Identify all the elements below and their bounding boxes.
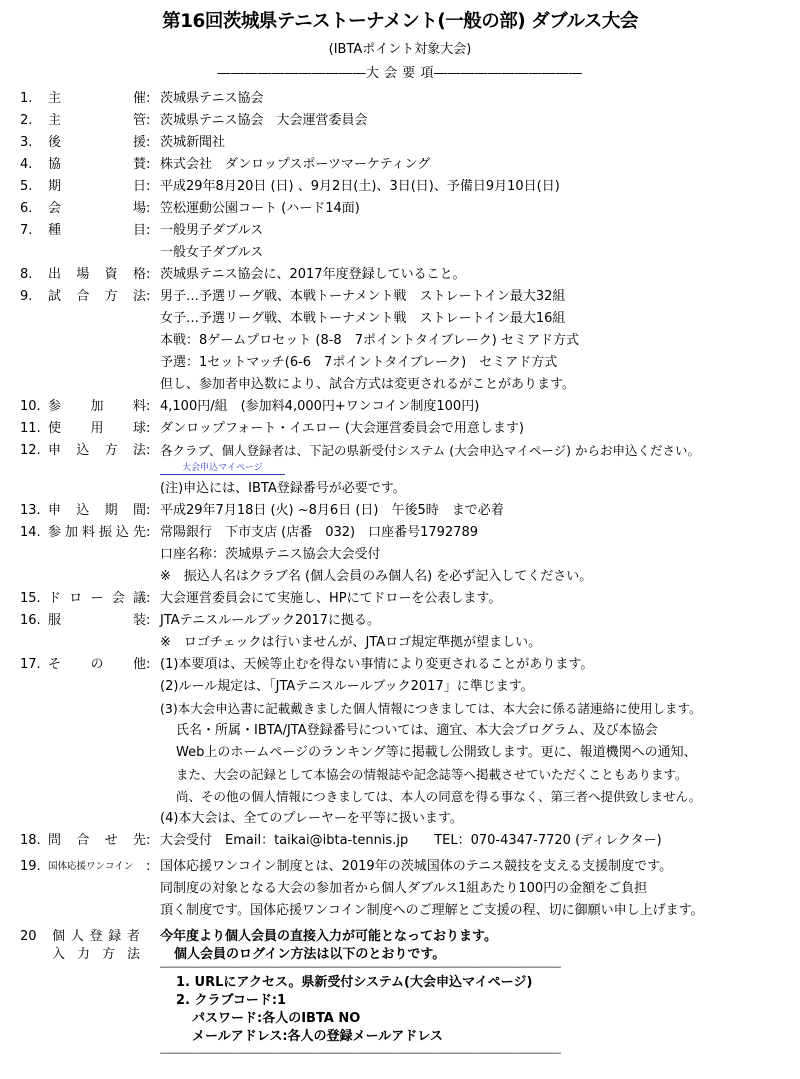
item-value: 国体応援ワンコイン制度とは、2019年の茨城国体のテニス競技を支える支援制度です。 — [160, 859, 673, 874]
item-label: 後 援 — [48, 135, 146, 150]
item-label: 申込方法 — [48, 443, 146, 458]
colon: : — [146, 179, 151, 194]
item-value: 大会運営委員会にて実施し、HPにてドローを公表します。 — [160, 591, 502, 606]
item-format-cont — [0, 374, 800, 396]
item-attire — [0, 610, 800, 632]
item-label: 問合せ先 — [48, 833, 146, 848]
colon: : — [146, 201, 151, 216]
item-number: 19. — [20, 859, 41, 874]
item-other-cont — [0, 786, 800, 808]
item-value-cont: (2)ルール規定は、「JTAテニスルールブック2017」に準じます。 — [160, 679, 534, 694]
item-value: ダンロップフォート・イエロー (大会運営委員会で用意します) — [160, 421, 524, 436]
notice-line: 個人会員のログイン方法は以下のとおりです。 — [174, 947, 446, 962]
item-label: 試合方法 — [48, 289, 146, 304]
item-eligibility — [0, 264, 800, 286]
colon: : — [146, 113, 151, 128]
colon: : — [146, 503, 151, 518]
item-value: 笠松運動公園コート (ハード14面) — [160, 201, 360, 216]
item-onecoin-cont — [0, 878, 800, 900]
item-number: 11. — [20, 421, 41, 436]
item-label: 期 日 — [48, 179, 146, 194]
item-value-cont: (3)本大会申込書に記載戴きました個人情報につきましては、本大会に係る諸連絡に使用します。 — [160, 701, 702, 716]
item-sponsor — [0, 154, 800, 176]
item-value: 茨城新聞社 — [160, 135, 226, 150]
item-other-cont — [0, 720, 800, 742]
item-value: 男子…予選リーグ戦、本戦トーナメント戦 ストレートイン最大32組 — [160, 289, 566, 304]
item-attire-cont — [0, 632, 800, 654]
item-label: 服 装 — [48, 613, 146, 628]
item-number: 2. — [20, 113, 33, 128]
page-subtitle: (IBTAポイント対象大会) — [328, 42, 472, 57]
login-step-text: メールアドレス:各人の登録メールアドレス — [192, 1029, 443, 1044]
item-label: 主 管 — [48, 113, 146, 128]
item-value-cont: ※ 振込人名はクラブ名 (個人会員のみ個人名) を必ず記入してください。 — [160, 569, 593, 584]
item-number: 20 — [20, 929, 37, 944]
login-step-text: 2. クラブコード:1 — [176, 993, 287, 1008]
item-value-cont: 氏名・所属・IBTA/JTA登録番号については、適宜、本大会プログラム、及び本協会 — [176, 723, 658, 738]
item-events — [0, 220, 800, 242]
item-value-cont: 本戦：8ゲームプロセット (8-8 7ポイントタイブレーク) セミアド方式 — [160, 333, 580, 348]
item-format-cont — [0, 352, 800, 374]
colon: : — [146, 525, 151, 540]
item-number: 17. — [20, 657, 41, 672]
login-step — [0, 1026, 800, 1048]
item-label: ドロー会議 — [48, 591, 146, 606]
item-value: 茨城県テニス協会 — [160, 91, 264, 106]
page-title: 第16回茨城県テニストーナメント(一般の部) ダブルス大会 — [162, 11, 638, 32]
item-label: 協 賛 — [48, 157, 146, 172]
divider: ―――――――――――――――――――――――――――――――――――――――― — [160, 1046, 560, 1059]
item-number: 1. — [20, 91, 33, 106]
colon: : — [146, 591, 151, 606]
item-value: 平成29年7月18日 (火) ~8月6日 (日) 午後5時 まで必着 — [160, 503, 504, 518]
item-format — [0, 286, 800, 308]
colon: : — [146, 657, 151, 672]
item-application-cont — [0, 478, 800, 500]
item-number: 9. — [20, 289, 33, 304]
colon: : — [146, 289, 151, 304]
item-management — [0, 110, 800, 132]
item-other-cont — [0, 676, 800, 698]
item-value: 茨城県テニス協会に、2017年度登録していること。 — [160, 267, 466, 282]
item-value: 株式会社 ダンロップスポーツマーケティング — [160, 157, 431, 172]
item-value-cont: ※ ロゴチェックは行いませんが、JTAロゴ規定準拠が望ましい。 — [160, 635, 542, 650]
item-value: JTAテニスルールブック2017に拠る。 — [160, 613, 381, 628]
item-number: 3. — [20, 135, 33, 150]
colon: : — [146, 91, 151, 106]
item-bank-cont — [0, 566, 800, 588]
item-number: 14. — [20, 525, 41, 540]
colon: : — [146, 399, 151, 414]
item-value-cont: 一般女子ダブルス — [160, 245, 264, 260]
item-number: 13. — [20, 503, 41, 518]
item-value-cont: また、大会の記録として本協会の情報誌や記念誌等へ掲載させていただくこともあります。 — [176, 767, 688, 782]
item-value-cont: 女子…予選リーグ戦、本戦トーナメント戦 ストレートイン最大16組 — [160, 311, 566, 326]
item-label: 国体応援ワンコイン — [48, 861, 134, 872]
item-venue — [0, 198, 800, 220]
item-value: 茨城県テニス協会 大会運営委員会 — [160, 113, 368, 128]
colon: : — [146, 859, 151, 874]
item-format-cont — [0, 330, 800, 352]
colon: : — [146, 613, 151, 628]
mypage-link[interactable]: 大会申込マイページ — [160, 462, 285, 475]
item-label: 入力方法 — [52, 947, 140, 962]
item-label: 参加料 — [48, 399, 146, 414]
item-value-cont: 同制度の対象となる大会の参加者から個人ダブルス1組あたり100円の金額をご負担 — [160, 881, 648, 896]
item-ball — [0, 418, 800, 440]
item-other-cont — [0, 698, 800, 720]
colon: : — [146, 443, 151, 458]
item-label: 申込期間 — [48, 503, 146, 518]
item-value-cont: 頂く制度です。国体応援ワンコイン制度へのご理解とご支援の程、切に御願い申し上げます。 — [160, 903, 704, 918]
divider: ―――――――――――――――――――――――――――――――――――――――― — [160, 960, 560, 973]
item-events-cont — [0, 242, 800, 264]
item-bank — [0, 522, 800, 544]
colon: : — [146, 223, 151, 238]
item-number: 6. — [20, 201, 33, 216]
item-value-cont: 尚、その他の個人情報につきましては、本人の同意を得る事なく、第三者へ提供致しません。 — [176, 789, 702, 804]
item-number: 10. — [20, 399, 41, 414]
item-value-cont: Web上のホームページのランキング等に掲載し公開致します。更に、報道機関への通知、 — [176, 745, 697, 760]
colon: : — [146, 135, 151, 150]
item-contact — [0, 830, 800, 852]
colon: : — [146, 157, 151, 172]
item-number: 4. — [20, 157, 33, 172]
item-label: 個人登録者 — [52, 929, 140, 944]
item-other — [0, 654, 800, 676]
login-step-text: 1. URLにアクセス。県新受付システム(大会申込マイページ) — [176, 975, 533, 990]
item-number: 8. — [20, 267, 33, 282]
item-value: 一般男子ダブルス — [160, 223, 264, 238]
item-other-cont — [0, 808, 800, 830]
section-header: ―――――――――――大 会 要 項――――――――――― — [217, 66, 583, 81]
item-value: (1)本要項は、天候等止むを得ない事情により変更されることがあります。 — [160, 657, 594, 672]
item-value: 各クラブ、個人登録者は、下記の県新受付システム (大会申込マイページ) からお申込ください。 — [160, 443, 700, 458]
colon: : — [146, 421, 151, 436]
item-label: 会 場 — [48, 201, 146, 216]
item-other-cont — [0, 764, 800, 786]
item-draw — [0, 588, 800, 610]
item-format-cont — [0, 308, 800, 330]
item-value-cont: (注)申込には、IBTA登録番号が必要です。 — [160, 481, 406, 496]
item-number: 15. — [20, 591, 41, 606]
colon: : — [146, 267, 151, 282]
item-value-cont: 予選：1セットマッチ(6-6 7ポイントタイブレーク) セミアド方式 — [160, 355, 558, 370]
item-period — [0, 500, 800, 522]
item-value: 大会受付 Email：taikai@ibta-tennis.jp TEL：070-4347-7720 (ディレクター) — [160, 833, 662, 848]
login-step-text: パスワード:各人のIBTA NO — [192, 1011, 361, 1026]
item-application — [0, 440, 800, 462]
item-label: 出場資格 — [48, 267, 146, 282]
item-support — [0, 132, 800, 154]
item-onecoin — [0, 856, 800, 878]
item-number: 5. — [20, 179, 33, 194]
item-value: 平成29年8月20日 (日) 、9月2日(土)、3日(日)、予備日9月10日(日) — [160, 179, 560, 194]
item-label: 参加料振込先 — [48, 525, 146, 540]
item-value: 常陽銀行 下市支店 (店番 032) 口座番号1792789 — [160, 525, 478, 540]
item-number: 7. — [20, 223, 33, 238]
item-fee — [0, 396, 800, 418]
item-value: 4,100円/組 (参加料4,000円+ワンコイン制度100円) — [160, 399, 480, 414]
item-organizer — [0, 88, 800, 110]
item-onecoin-cont — [0, 900, 800, 922]
item-bank-cont — [0, 544, 800, 566]
item-other-cont — [0, 742, 800, 764]
item-label: 使用球 — [48, 421, 146, 436]
item-label: その他 — [48, 657, 146, 672]
item-value-cont: 但し、参加者申込数により、試合方式は変更されるがことがあります。 — [160, 377, 575, 392]
notice-line: 今年度より個人会員の直接入力が可能となっております。 — [160, 929, 497, 944]
item-value-cont: 口座名称：茨城県テニス協会大会受付 — [160, 547, 381, 562]
item-value-cont: (4)本大会は、全てのプレーヤーを平等に扱います。 — [160, 811, 463, 826]
item-dates — [0, 176, 800, 198]
item-label: 主 催 — [48, 91, 146, 106]
colon: : — [146, 833, 151, 848]
item-number: 18. — [20, 833, 41, 848]
item-number: 16. — [20, 613, 41, 628]
item-number: 12. — [20, 443, 41, 458]
item-label: 種 目 — [48, 223, 146, 238]
